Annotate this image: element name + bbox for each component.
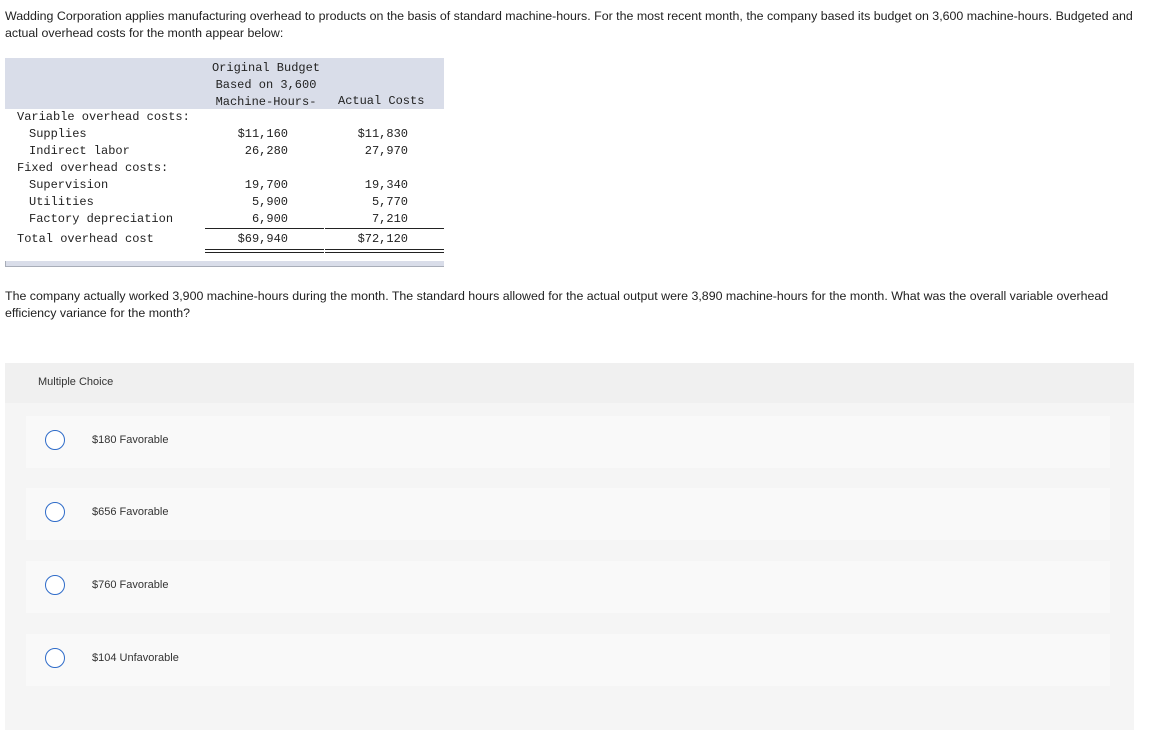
intro-paragraph: Wadding Corporation applies manufacturing overhead to products on the basis of standard machine-hours. For the most recent month, the company based its budget on 3,600 machine-hours. Budgeted and actual overhead costs for the month appear below:: [5, 9, 1133, 40]
actual-value: 7,210: [371, 212, 408, 226]
actual-column-header: Actual Costs: [338, 94, 425, 108]
question-paragraph: The company actually worked 3,900 machine-hours during the month. The standard hours allowed for the actual output were 3,890 machine-hours for the month. What was the overall variable overhead efficiency variance for the month?: [5, 289, 1109, 320]
table-row: [5, 194, 444, 211]
total-label: Total overhead cost: [17, 232, 154, 246]
budget-value: 26,280: [244, 144, 288, 158]
choice-option-4[interactable]: [26, 634, 1110, 686]
intro-text-block: [5, 8, 1155, 42]
choice-option-2[interactable]: [26, 488, 1110, 540]
row-label: Supervision: [29, 178, 109, 192]
fixed-heading: Fixed overhead costs:: [17, 161, 169, 175]
budget-value: 6,900: [251, 212, 288, 226]
actual-value: 27,970: [364, 144, 408, 158]
row-label: Supplies: [29, 127, 87, 141]
budget-column-header: Original Budget Based on 3,600 Machine-Hours-: [211, 61, 321, 109]
actual-value: 5,770: [371, 195, 408, 209]
choice-label: $104 Unfavorable: [92, 652, 179, 664]
table-header: [5, 58, 444, 109]
table-row: [5, 211, 444, 228]
overhead-cost-table: [5, 58, 444, 267]
row-label: Factory depreciation: [29, 212, 174, 226]
multiple-choice-title: Multiple Choice: [38, 376, 114, 388]
choice-option-1[interactable]: [26, 416, 1110, 468]
row-label: Indirect labor: [29, 144, 130, 158]
total-row: [5, 228, 444, 252]
choice-option-3[interactable]: [26, 561, 1110, 613]
total-double-underline: [325, 249, 444, 253]
choice-label: $760 Favorable: [92, 579, 169, 591]
table-row: [5, 126, 444, 143]
total-double-underline: [205, 249, 324, 253]
total-actual-value: $72,120: [357, 232, 408, 246]
variable-heading: Variable overhead costs:: [17, 110, 190, 124]
question-text-block: [5, 288, 1155, 322]
actual-value: $11,830: [357, 127, 408, 141]
choice-label: $180 Favorable: [92, 434, 169, 446]
budget-value: 5,900: [251, 195, 288, 209]
variable-heading-row: [5, 109, 444, 126]
radio-button-icon[interactable]: [45, 648, 65, 668]
radio-button-icon[interactable]: [45, 502, 65, 522]
row-label: Utilities: [29, 195, 94, 209]
radio-button-icon[interactable]: [45, 575, 65, 595]
table-footer-bar: [5, 261, 444, 267]
table-row: [5, 177, 444, 194]
budget-value: 19,700: [244, 178, 288, 192]
budget-value: $11,160: [237, 127, 288, 141]
radio-button-icon[interactable]: [45, 430, 65, 450]
multiple-choice-header: [5, 363, 1134, 403]
total-budget-value: $69,940: [237, 232, 288, 246]
actual-value: 19,340: [364, 178, 408, 192]
choice-label: $656 Favorable: [92, 506, 169, 518]
table-row: [5, 143, 444, 160]
multiple-choice-panel: [5, 363, 1134, 730]
fixed-heading-row: [5, 160, 444, 177]
